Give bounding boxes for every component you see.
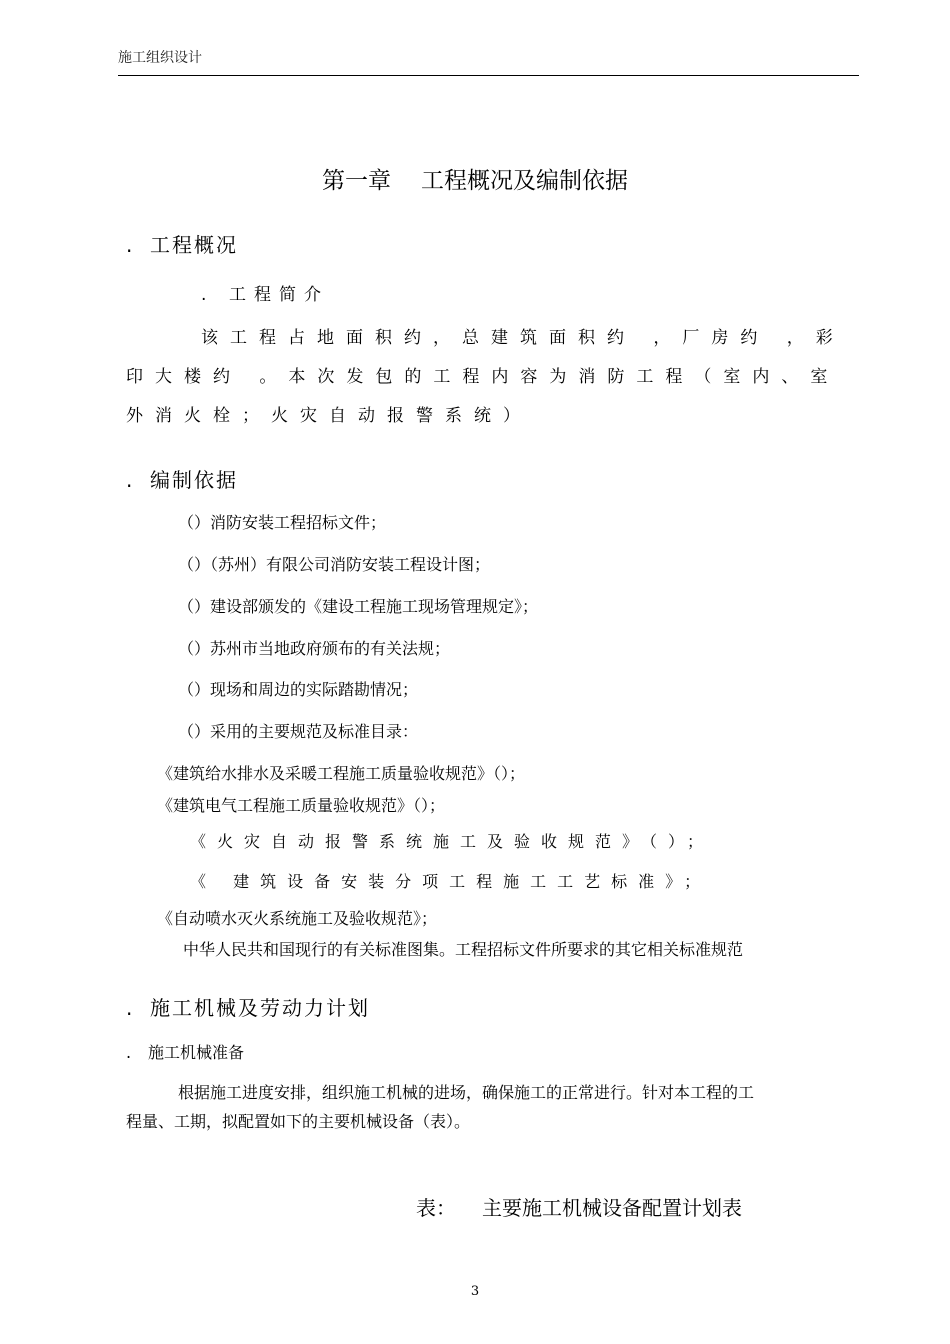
basis-item: （）建设部颁发的《建设工程施工现场管理规定》； bbox=[178, 597, 539, 616]
section-heading-overview: . 工程概况 bbox=[126, 233, 238, 257]
basis-item: （）苏州市当地政府颁布的有关法规； bbox=[178, 639, 451, 658]
standards-closing-line: 中华人民共和国现行的有关标准图集。工程招标文件所要求的其它相关标准规范 bbox=[183, 940, 744, 959]
standard-item: 《建筑电气工程施工质量验收规范》（）； bbox=[157, 796, 446, 815]
machinery-paragraph-line-1: 根据施工进度安排，组织施工机械的进场，确保施工的正常进行。针对本工程的工 bbox=[178, 1083, 755, 1102]
machinery-paragraph-line-2: 程量、工期，拟配置如下的主要机械设备（表）。 bbox=[126, 1112, 471, 1131]
subsection-heading-intro: . 工程简介 bbox=[201, 285, 329, 305]
standard-item: 《自动喷水灭火系统施工及验收规范》； bbox=[157, 909, 438, 928]
chapter-title bbox=[0, 162, 950, 195]
basis-item: （）消防安装工程招标文件； bbox=[178, 513, 387, 532]
page-header-title: 施工组织设计 bbox=[118, 50, 202, 66]
table-caption-prefix: 表： bbox=[416, 1196, 456, 1220]
section-heading-text: 工程概况 bbox=[150, 233, 238, 257]
section-heading-text: 编制依据 bbox=[150, 468, 238, 492]
basis-item: （）（苏州）有限公司消防安装工程设计图； bbox=[178, 555, 491, 574]
basis-item: （）采用的主要规范及标准目录： bbox=[178, 722, 419, 741]
section-heading-basis: . 编制依据 bbox=[126, 468, 238, 492]
header-divider bbox=[118, 75, 859, 76]
subsection-heading-machinery: . 施工机械准备 bbox=[126, 1043, 245, 1062]
chapter-name: 工程概况及编制依据 bbox=[421, 168, 628, 194]
standard-item: 《建筑给水排水及采暖工程施工质量验收规范》（）； bbox=[157, 764, 526, 783]
subsection-heading-text: 工程简介 bbox=[229, 285, 329, 305]
overview-paragraph-line-2: 印大楼约 。本次发包的工程内容为消防工程（室内、室 bbox=[126, 367, 840, 387]
table-caption bbox=[416, 1192, 742, 1221]
page-number: 3 bbox=[470, 1284, 480, 1299]
basis-item: （）现场和周边的实际踏勘情况； bbox=[178, 680, 419, 699]
standard-item: 《 建筑设备安装分项工程施工工艺标准》； bbox=[190, 872, 712, 891]
overview-paragraph-line-1: 该工程占地面积约，总建筑面积约 ，厂房约 ，彩 bbox=[201, 328, 845, 348]
chapter-number: 第一章 bbox=[322, 168, 391, 194]
section-heading-text: 施工机械及劳动力计划 bbox=[150, 996, 370, 1020]
subsection-heading-text: 施工机械准备 bbox=[148, 1043, 245, 1062]
standard-item: 《火灾自动报警系统施工及验收规范》（）； bbox=[190, 832, 715, 851]
overview-paragraph-line-3: 外消火栓；火灾自动报警系统） bbox=[126, 406, 532, 426]
section-heading-machinery: . 施工机械及劳动力计划 bbox=[126, 996, 370, 1020]
table-caption-text: 主要施工机械设备配置计划表 bbox=[482, 1196, 742, 1220]
